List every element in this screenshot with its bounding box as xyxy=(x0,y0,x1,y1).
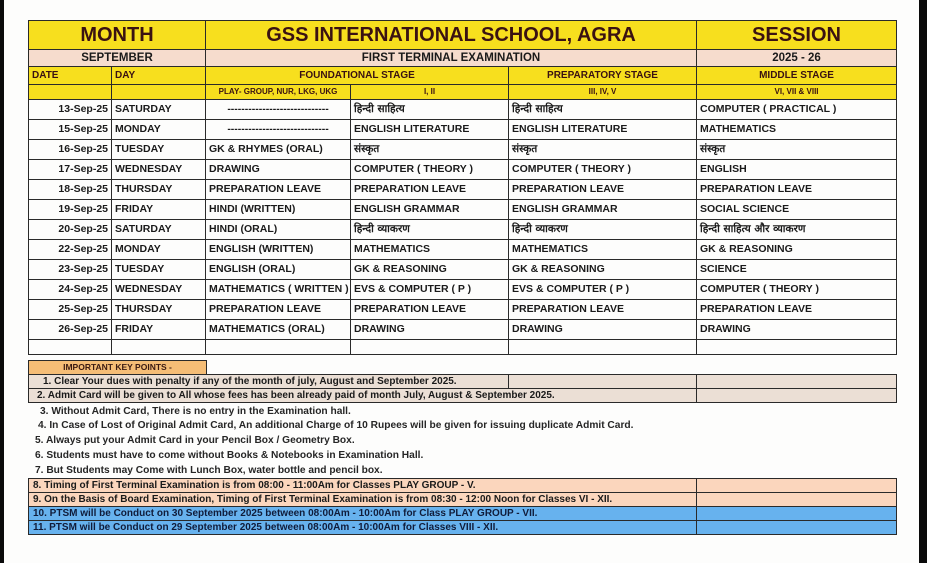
class-6-8-subject: DRAWING xyxy=(697,320,897,340)
key-point-6: 6. Students must have to come without Books & Notebooks in Examination Hall. xyxy=(35,450,424,461)
foundational-stage-header: FOUNDATIONAL STAGE xyxy=(206,67,509,85)
day-cell: TUESDAY xyxy=(112,260,206,280)
day-cell: SATURDAY xyxy=(112,220,206,240)
schedule-row xyxy=(29,260,897,280)
schedule-row xyxy=(29,320,897,340)
day-cell: WEDNESDAY xyxy=(112,160,206,180)
class-1-2-subject: EVS & COMPUTER ( P ) xyxy=(351,280,509,300)
classes-1-2-header: I, II xyxy=(351,85,509,100)
date-header: DATE xyxy=(29,67,112,85)
date-cell: 13-Sep-25 xyxy=(29,100,112,120)
date-cell: 24-Sep-25 xyxy=(29,280,112,300)
day-cell: TUESDAY xyxy=(112,140,206,160)
date-cell: 18-Sep-25 xyxy=(29,180,112,200)
schedule-row xyxy=(29,220,897,240)
class-6-8-subject: संस्कृत xyxy=(697,140,897,160)
day-cell: FRIDAY xyxy=(112,200,206,220)
key-point-4: 4. In Case of Lost of Original Admit Card, An additional Charge of 10 Rupees will be given for issuing duplicate Admit Card. xyxy=(38,420,634,431)
month-value: SEPTEMBER xyxy=(29,50,206,67)
class-1-2-subject: हिन्दी साहित्य xyxy=(351,100,509,120)
play-group-subject: MATHEMATICS (ORAL) xyxy=(206,320,351,340)
key-point-9: 9. On the Basis of Board Examination, Timing of First Terminal Examination is from 08:30 - 12:00 Noon for Classes VI - XII. xyxy=(29,493,697,507)
blank-row xyxy=(29,340,897,355)
key-point-3: 3. Without Admit Card, There is no entry in the Examination hall. xyxy=(40,406,351,417)
schedule-row xyxy=(29,160,897,180)
classes-6-8-header: VI, VII & VIII xyxy=(697,85,897,100)
class-1-2-subject: PREPARATION LEAVE xyxy=(351,300,509,320)
class-3-5-subject: DRAWING xyxy=(509,320,697,340)
date-cell: 16-Sep-25 xyxy=(29,140,112,160)
class-3-5-subject: ENGLISH GRAMMAR xyxy=(509,200,697,220)
session-label: SESSION xyxy=(697,21,897,50)
class-3-5-subject: MATHEMATICS xyxy=(509,240,697,260)
class-6-8-subject: COMPUTER ( PRACTICAL ) xyxy=(697,100,897,120)
date-subheader-blank xyxy=(29,85,112,100)
month-label: MONTH xyxy=(29,21,206,50)
date-cell: 26-Sep-25 xyxy=(29,320,112,340)
date-cell: 19-Sep-25 xyxy=(29,200,112,220)
play-group-subject: MATHEMATICS ( WRITTEN ) xyxy=(206,280,351,300)
day-cell: THURSDAY xyxy=(112,180,206,200)
date-cell: 17-Sep-25 xyxy=(29,160,112,180)
schedule-row xyxy=(29,200,897,220)
key-point-1: 1. Clear Your dues with penalty if any of the month of july, August and September 2025. xyxy=(29,375,509,389)
class-3-5-subject: PREPARATION LEAVE xyxy=(509,180,697,200)
session-value: 2025 - 26 xyxy=(697,50,897,67)
class-1-2-subject: COMPUTER ( THEORY ) xyxy=(351,160,509,180)
preparatory-stage-header: PREPARATORY STAGE xyxy=(509,67,697,85)
schedule-row xyxy=(29,280,897,300)
class-3-5-subject: GK & REASONING xyxy=(509,260,697,280)
class-1-2-subject: हिन्दी व्याकरण xyxy=(351,220,509,240)
class-1-2-subject: PREPARATION LEAVE xyxy=(351,180,509,200)
class-3-5-subject: संस्कृत xyxy=(509,140,697,160)
key-point-8: 8. Timing of First Terminal Examination is from 08:00 - 11:00Am for Classes PLAY GROUP - V. xyxy=(29,479,697,493)
photo-edge-left xyxy=(0,0,4,563)
play-group-subject: PREPARATION LEAVE xyxy=(206,180,351,200)
classes-3-5-header: III, IV, V xyxy=(509,85,697,100)
key-point-2: 2. Admit Card will be given to All whose fees has been already paid of month July, August & September 2025. xyxy=(29,389,697,403)
class-3-5-subject: हिन्दी साहित्य xyxy=(509,100,697,120)
class-1-2-subject: संस्कृत xyxy=(351,140,509,160)
class-1-2-subject: MATHEMATICS xyxy=(351,240,509,260)
day-header: DAY xyxy=(112,67,206,85)
class-1-2-subject: ENGLISH GRAMMAR xyxy=(351,200,509,220)
day-cell: FRIDAY xyxy=(112,320,206,340)
photo-edge-right xyxy=(919,0,927,563)
day-cell: SATURDAY xyxy=(112,100,206,120)
class-6-8-subject: ENGLISH xyxy=(697,160,897,180)
class-1-2-subject: GK & REASONING xyxy=(351,260,509,280)
schedule-row xyxy=(29,240,897,260)
play-group-subject: GK & RHYMES (ORAL) xyxy=(206,140,351,160)
class-6-8-subject: MATHEMATICS xyxy=(697,120,897,140)
date-cell: 23-Sep-25 xyxy=(29,260,112,280)
class-1-2-subject: ENGLISH LITERATURE xyxy=(351,120,509,140)
class-6-8-subject: हिन्दी साहित्य और व्याकरण xyxy=(697,220,897,240)
play-group-subject: HINDI (ORAL) xyxy=(206,220,351,240)
schedule-row xyxy=(29,140,897,160)
play-group-subject: ENGLISH (ORAL) xyxy=(206,260,351,280)
class-1-2-subject: DRAWING xyxy=(351,320,509,340)
day-cell: WEDNESDAY xyxy=(112,280,206,300)
class-6-8-subject: SCIENCE xyxy=(697,260,897,280)
class-6-8-subject: PREPARATION LEAVE xyxy=(697,180,897,200)
key-point-11: 11. PTSM will be Conduct on 29 September 2025 between 08:00Am - 10:00Am for Classes VIII - XII. xyxy=(29,521,697,535)
schedule-row xyxy=(29,120,897,140)
class-6-8-subject: COMPUTER ( THEORY ) xyxy=(697,280,897,300)
middle-stage-header: MIDDLE STAGE xyxy=(697,67,897,85)
class-6-8-subject: GK & REASONING xyxy=(697,240,897,260)
day-cell: MONDAY xyxy=(112,120,206,140)
schedule-row xyxy=(29,300,897,320)
key-point-7: 7. But Students may Come with Lunch Box, water bottle and pencil box. xyxy=(35,465,383,476)
day-cell: MONDAY xyxy=(112,240,206,260)
date-cell: 22-Sep-25 xyxy=(29,240,112,260)
key-points-title: IMPORTANT KEY POINTS - xyxy=(28,360,207,375)
class-3-5-subject: COMPUTER ( THEORY ) xyxy=(509,160,697,180)
play-group-subject: DRAWING xyxy=(206,160,351,180)
day-subheader-blank xyxy=(112,85,206,100)
class-6-8-subject: PREPARATION LEAVE xyxy=(697,300,897,320)
class-3-5-subject: EVS & COMPUTER ( P ) xyxy=(509,280,697,300)
exam-title: FIRST TERMINAL EXAMINATION xyxy=(206,50,697,67)
date-cell: 20-Sep-25 xyxy=(29,220,112,240)
date-cell: 25-Sep-25 xyxy=(29,300,112,320)
school-name: GSS INTERNATIONAL SCHOOL, AGRA xyxy=(206,21,697,50)
play-group-subject: ----------------------------- xyxy=(206,120,351,140)
date-cell: 15-Sep-25 xyxy=(29,120,112,140)
key-point-10: 10. PTSM will be Conduct on 30 September 2025 between 08:00Am - 10:00Am for Class PLAY GROUP - VII. xyxy=(29,507,697,521)
class-3-5-subject: हिन्दी व्याकरण xyxy=(509,220,697,240)
schedule-row xyxy=(29,180,897,200)
key-points-boxed-1-2 xyxy=(28,374,897,403)
exam-schedule-table xyxy=(28,20,897,355)
class-3-5-subject: PREPARATION LEAVE xyxy=(509,300,697,320)
classes-play-header: PLAY- GROUP, NUR, LKG, UKG xyxy=(206,85,351,100)
play-group-subject: ----------------------------- xyxy=(206,100,351,120)
class-3-5-subject: ENGLISH LITERATURE xyxy=(509,120,697,140)
day-cell: THURSDAY xyxy=(112,300,206,320)
schedule-row xyxy=(29,100,897,120)
play-group-subject: PREPARATION LEAVE xyxy=(206,300,351,320)
play-group-subject: HINDI (WRITTEN) xyxy=(206,200,351,220)
key-point-5: 5. Always put your Admit Card in your Pencil Box / Geometry Box. xyxy=(35,435,355,446)
key-points-boxed-8-11 xyxy=(28,478,897,535)
class-6-8-subject: SOCIAL SCIENCE xyxy=(697,200,897,220)
play-group-subject: ENGLISH (WRITTEN) xyxy=(206,240,351,260)
